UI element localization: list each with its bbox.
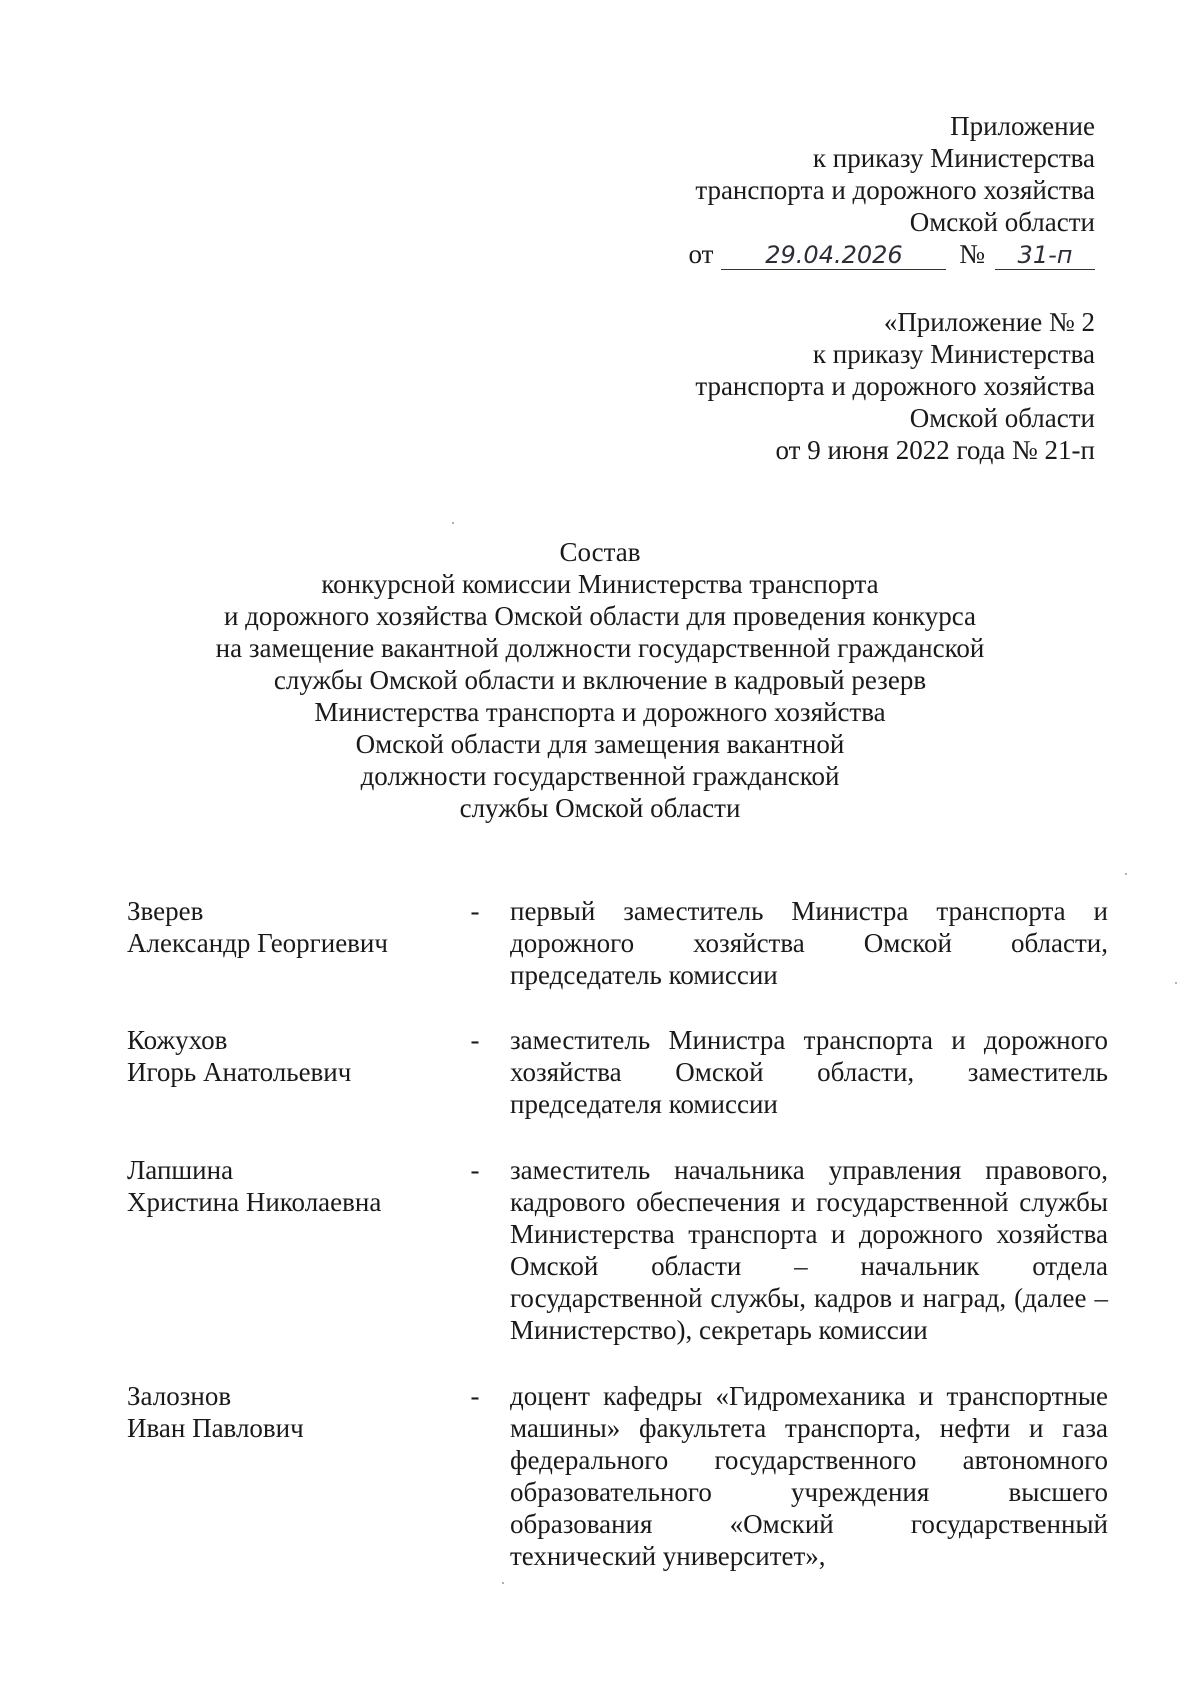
member-surname: Кожухов [127,1025,228,1055]
title-line: конкурсной комиссии Министерства транспорта [321,569,879,599]
member-given-names: Иван Павлович [127,1413,304,1443]
handwritten-order-number: 31-п [995,241,1095,270]
appendix-header [689,110,1095,270]
amended-appendix-line: транспорта и дорожного хозяйства [695,371,1095,401]
member-role: заместитель Министра транспорта и дорожного хозяйства Омской области, заместитель председателя комиссии [510,1025,1108,1119]
appendix-line: к приказу Министерства [812,143,1095,173]
title-line: службы Омской области и включение в кадровый резерв [273,665,927,695]
member-role: заместитель начальника управления правового, кадрового обеспечения и государственной службы Министерства транспорта и дорожного хозяйства Омской области – начальник отдела государственной службы, кадров и наград, (далее – Министерство), секретарь комиссии [510,1155,1108,1345]
member-role: первый заместитель Министра транспорта и дорожного хозяйства Омской области, председатель комиссии [510,896,1108,990]
member-name [127,1154,457,1218]
member-name [127,1024,457,1088]
amended-appendix-line: «Приложение № 2 [883,307,1095,337]
title-line: и дорожного хозяйства Омской области для проведения конкурса [223,601,977,631]
scan-speck [452,522,454,524]
member-name [127,895,457,959]
scan-speck [1175,982,1177,984]
title-line: Омской области для замещения вакантной [355,729,845,759]
amended-appendix-line: от 9 июня 2022 года № 21-п [775,435,1095,465]
amended-appendix-line: Омской области [909,403,1095,433]
member-given-names: Игорь Анатольевич [127,1057,352,1087]
scan-speck [1125,873,1127,875]
title-line: службы Омской области [459,793,741,823]
amended-appendix-header [695,306,1095,466]
document-title [0,536,1200,824]
member-dash: - [470,1381,480,1411]
appendix-title: Приложение [950,111,1095,141]
title-line: Состав [559,537,641,567]
member-role: доцент кафедры «Гидромеханика и транспортные машины» факультета транспорта, нефти и газа федерального государственного автономного образовательного учреждения высшего образования «Омский государственный технический университет», [510,1381,1108,1571]
handwritten-date: 29.04.2026 [721,241,946,270]
member-surname: Зверев [127,896,204,926]
order-date-number-line [689,238,1095,270]
amended-appendix-line: к приказу Министерства [812,339,1095,369]
date-prefix: от [688,239,714,269]
member-given-names: Христина Николаевна [127,1187,382,1217]
number-prefix: № [959,239,985,269]
member-given-names: Александр Георгиевич [127,928,388,958]
member-name [127,1380,457,1444]
member-dash: - [470,1025,480,1055]
title-line: Министерства транспорта и дорожного хозяйства [314,697,886,727]
member-surname: Лапшина [127,1155,234,1185]
appendix-line: Омской области [909,207,1095,237]
member-dash: - [470,1155,480,1185]
appendix-line: транспорта и дорожного хозяйства [695,175,1095,205]
title-line: должности государственной гражданской [360,761,840,791]
scan-speck [502,1582,504,1584]
title-line: на замещение вакантной должности государственной гражданской [215,633,985,663]
member-surname: Залознов [127,1381,232,1411]
member-dash: - [470,896,480,926]
